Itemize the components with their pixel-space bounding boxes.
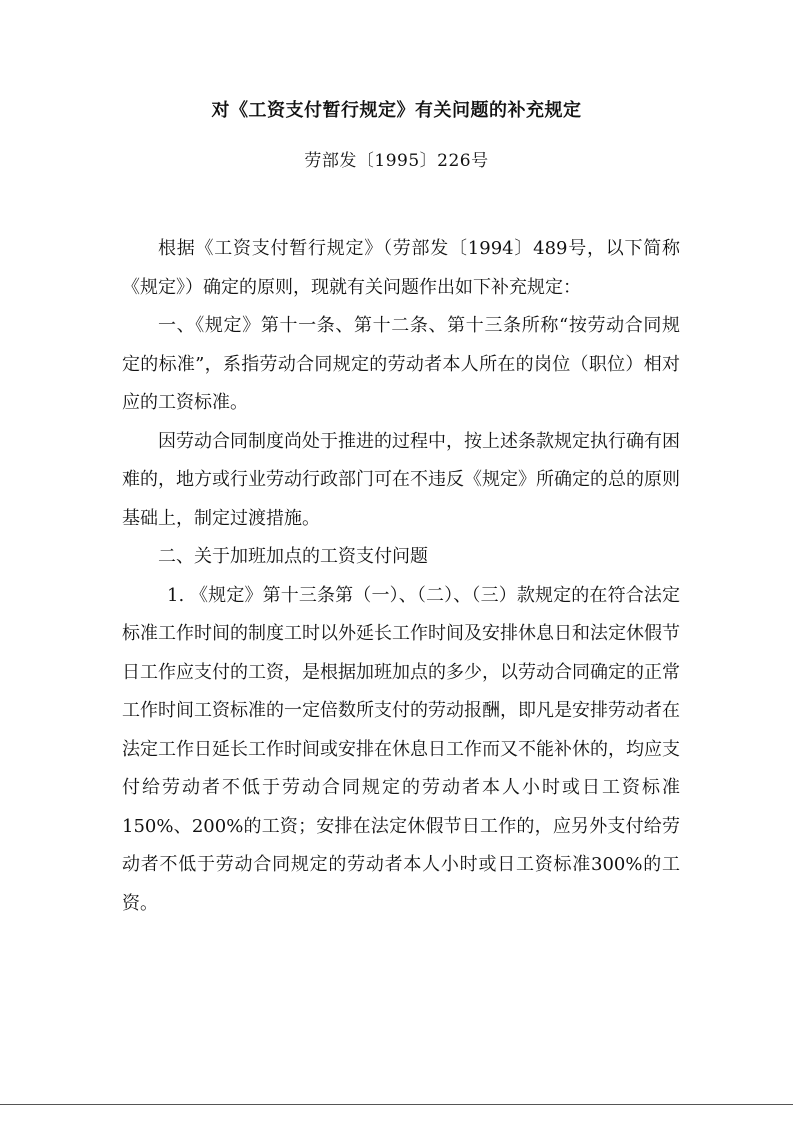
document-body xyxy=(122,230,680,923)
paragraph-transition-measures: 因劳动合同制度尚处于推进的过程中，按上述条款规定执行确有困难的，地方或行业劳动行政部门可在不违反《规定》所确定的总的原则基础上，制定过渡措施。 xyxy=(122,430,680,529)
paragraph-section-2-item-1: 1. 《规定》第十三条第（一）、（二）、（三）款规定的在符合法定标准工作时间的制度工时以外延长工作时间及安排休息日和法定休假节日工作应支付的工资，是根据加班加点的多少，以劳动合同确定的正常工作时间工资标准的一定倍数所支付的劳动报酬，即凡是安排劳动者在法定工作日延长工作时间或安排在休息日工作而又不能补休的，均应支付给劳动者不低于劳动合同规定的劳动者本人小时或日工资标准150%、200%的工资；安排在法定休假节日工作的，应另外支付给劳动者不低于劳动合同规定的劳动者本人小时或日工资标准300%的工资。 xyxy=(122,584,680,914)
page-bottom-rule xyxy=(0,1104,793,1105)
document-title: 对《工资支付暂行规定》有关问题的补充规定 xyxy=(211,100,582,121)
paragraph-intro: 根据《工资支付暂行规定》（劳部发〔1994〕489号，以下简称《规定》）确定的原则，现就有关问题作出如下补充规定： xyxy=(122,238,680,298)
paragraph-section-1: 一、《规定》第十一条、第十二条、第十三条所称“按劳动合同规定的标准”，系指劳动合同规定的劳动者本人所在的岗位（职位）相对应的工资标准。 xyxy=(122,315,680,413)
document-number: 劳部发〔1995〕226号 xyxy=(304,151,489,171)
paragraph-section-2-heading: 二、关于加班加点的工资支付问题 xyxy=(158,546,428,567)
